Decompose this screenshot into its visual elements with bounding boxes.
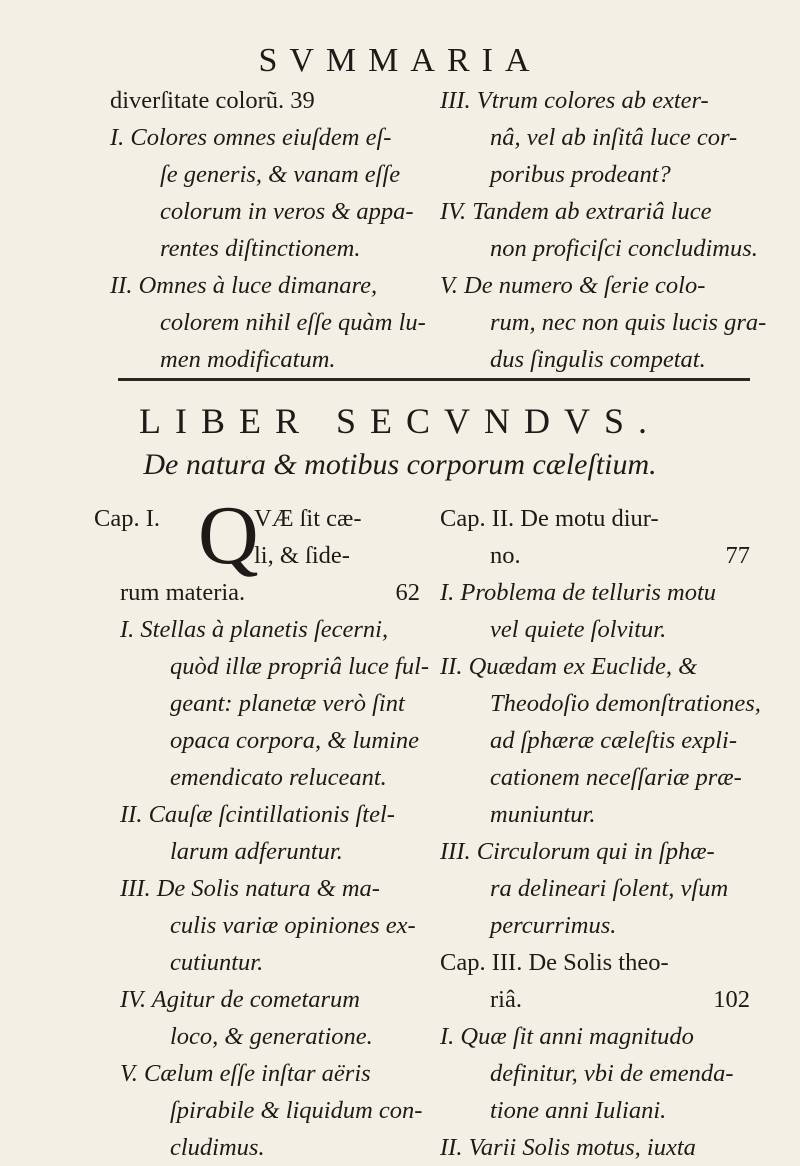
summary-text: rum materia.: [120, 579, 246, 606]
running-head: SVMMARIA: [258, 42, 542, 79]
summary-line: [120, 796, 420, 833]
page-number: 62: [395, 579, 420, 606]
chapter-label: Cap. I.: [94, 505, 160, 532]
summary-line: [440, 156, 740, 193]
summary-line: [440, 981, 750, 1018]
summary-line: [440, 341, 740, 378]
section-divider: [118, 378, 750, 381]
summary-text: cludimus.: [170, 1134, 265, 1161]
summary-line: [440, 759, 750, 796]
summary-line: [110, 341, 410, 378]
summary-text: II. Omnes à luce dimanare,: [110, 272, 378, 299]
summary-text: V. Cælum eſſe inſtar aëris: [120, 1060, 371, 1087]
summary-text: ſpirabile & liquidum con-: [170, 1097, 423, 1124]
summary-text: I. Stellas à planetis ſecerni,: [120, 616, 389, 643]
summary-text: loco, & generatione.: [170, 1023, 373, 1050]
summary-text: cationem neceſſariæ præ-: [490, 764, 742, 791]
summary-line: [440, 611, 750, 648]
summary-text: rum, nec non quis lucis gra-: [490, 309, 767, 336]
drop-cap: Q: [198, 489, 259, 582]
summary-line: [440, 870, 750, 907]
summary-text: IV. Agitur de cometarum: [120, 986, 360, 1013]
summary-text: poribus prodeant?: [490, 161, 671, 188]
summary-text: geant: planetæ verò ſint: [170, 690, 405, 717]
summary-line: [440, 907, 750, 944]
summary-text: vel quiete ſolvitur.: [490, 616, 667, 643]
summary-text: II. Cauſæ ſcintillationis ſtel-: [120, 801, 395, 828]
summary-line: [440, 119, 740, 156]
summary-line: [440, 944, 750, 981]
summary-line: [120, 907, 420, 944]
summary-text: III. Circulorum qui in ſphæ-: [440, 838, 715, 865]
summary-column-top-right: [440, 82, 767, 378]
summary-text: I. Quæ ſit anni magnitudo: [440, 1023, 694, 1050]
summary-line: [440, 833, 750, 870]
summary-text: larum adferuntur.: [170, 838, 343, 865]
summary-line: [110, 82, 410, 119]
summary-line: [110, 193, 414, 230]
summary-text: IV. Tandem ab extrariâ luce: [440, 198, 712, 225]
summary-column-bottom-right: [440, 500, 761, 1166]
summary-text: riâ.: [490, 986, 522, 1013]
summary-text: colorem nihil eſſe quàm lu-: [160, 309, 426, 336]
summary-line: [440, 1129, 750, 1166]
summary-line: [120, 944, 420, 981]
summary-text: II. Quædam ex Euclide, &: [440, 653, 698, 680]
summary-line: [120, 722, 420, 759]
summary-line: [440, 648, 750, 685]
summary-line: [440, 574, 750, 611]
summary-text: Cap. III. De Solis theo-: [440, 949, 669, 976]
summary-text: definitur, vbi de emenda-: [490, 1060, 734, 1087]
summary-text: dus ſingulis competat.: [490, 346, 706, 373]
summary-text: diverſitate colorũ. 39: [110, 87, 315, 114]
summary-line: [440, 267, 740, 304]
summary-line: [440, 193, 740, 230]
summary-line: [440, 685, 761, 722]
summary-line: [110, 156, 410, 193]
summary-text: ad ſphæræ cæleſtis expli-: [490, 727, 738, 754]
chapter-title-line: li, & ſide-: [254, 542, 350, 569]
summary-text: I. Problema de telluris motu: [440, 579, 717, 606]
summary-line: [440, 82, 740, 119]
summary-text: tione anni Iuliani.: [490, 1097, 667, 1124]
summary-line: [110, 119, 410, 156]
summary-line: [440, 304, 767, 341]
summary-text: III. Vtrum colores ab exter-: [440, 87, 709, 114]
summary-line: [120, 981, 420, 1018]
summary-line: [440, 1055, 750, 1092]
summary-text: III. De Solis natura & ma-: [120, 875, 380, 902]
summary-text: quòd illæ propriâ luce ful-: [170, 653, 430, 680]
summary-line: [120, 685, 420, 722]
summary-text: II. Varii Solis motus, iuxta: [440, 1134, 696, 1161]
summary-line: [440, 1092, 750, 1129]
summary-line: [440, 722, 750, 759]
chapter-one-entries: [120, 574, 430, 1166]
summary-column-top-left: [110, 82, 426, 378]
summary-column-bottom-left: [94, 489, 430, 1166]
summary-line: [120, 759, 420, 796]
summary-text: cutiuntur.: [170, 949, 264, 976]
summary-line: [120, 574, 420, 611]
summary-line: [110, 304, 426, 341]
summary-line: [120, 611, 420, 648]
summary-text: men modificatum.: [160, 346, 336, 373]
summary-text: ra delineari ſolent, vſum: [490, 875, 729, 902]
summary-text: I. Colores omnes eiuſdem eſ-: [110, 124, 392, 151]
summary-line: [120, 1092, 423, 1129]
summary-line: [440, 537, 750, 574]
summary-line: [120, 870, 420, 907]
summary-line: [440, 230, 758, 267]
summary-text: nâ, vel ab inſitâ luce cor-: [490, 124, 738, 151]
page-number: 102: [713, 986, 750, 1013]
summary-text: ſe generis, & vanam eſſe: [160, 161, 401, 188]
summary-text: opaca corpora, & lumine: [170, 727, 420, 754]
book-title: LIBER SECVNDVS.: [138, 401, 662, 441]
chapter-title-line: VÆ ſit cæ-: [254, 505, 362, 532]
summary-text: V. De numero & ſerie colo-: [440, 272, 706, 299]
summary-line: [120, 648, 430, 685]
summary-text: Cap. II. De motu diur-: [440, 505, 659, 532]
summary-line: [120, 1018, 420, 1055]
book-subtitle: De natura & motibus corporum cæleſtium.: [143, 448, 657, 481]
summary-line: [120, 1055, 420, 1092]
summary-line: [110, 230, 410, 267]
page-number: 77: [725, 542, 750, 569]
summary-text: culis variæ opiniones ex-: [170, 912, 416, 939]
summary-text: rentes diſtinctionem.: [160, 235, 361, 262]
summary-line: [440, 500, 750, 537]
summary-text: colorum in veros & appa-: [160, 198, 414, 225]
summary-line: [440, 796, 750, 833]
summary-line: [440, 1018, 750, 1055]
summary-text: no.: [490, 542, 521, 569]
summary-line: [120, 1129, 420, 1166]
summary-text: percurrimus.: [490, 912, 617, 939]
summary-line: [110, 267, 410, 304]
summary-text: muniuntur.: [490, 801, 596, 828]
chapter-one-heading: [94, 489, 420, 582]
summary-line: [120, 833, 420, 870]
summary-text: emendicato reluceant.: [170, 764, 387, 791]
summary-text: non proficiſci concludimus.: [490, 235, 758, 262]
summary-text: Theodoſio demonſtrationes,: [490, 690, 761, 717]
